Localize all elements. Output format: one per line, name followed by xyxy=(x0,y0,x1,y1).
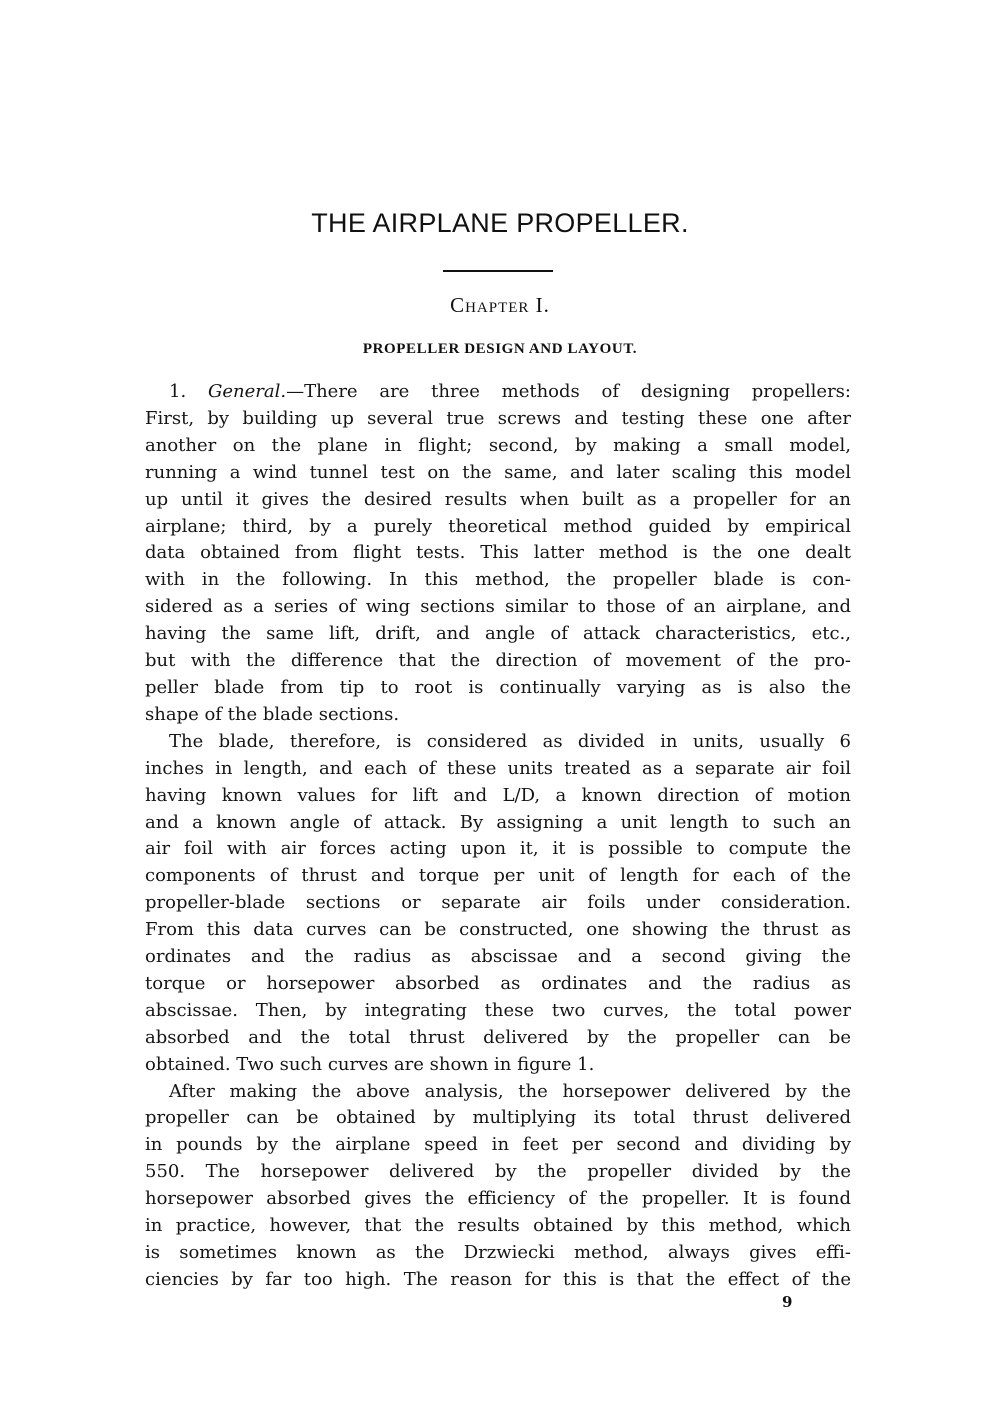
paragraph-1 xyxy=(145,379,851,729)
text-line xyxy=(145,379,851,406)
text-line: in pounds by the airplane speed in feet per second and dividing by xyxy=(145,1134,851,1156)
chapter-heading: Chapter I. xyxy=(450,293,550,317)
section-heading: PROPELLER DESIGN AND LAYOUT. xyxy=(362,341,638,357)
text-line: First, by building up several true screws and testing these one after xyxy=(145,407,851,429)
text-line: inches in length, and each of these units treated as a separate air foil xyxy=(145,757,851,779)
text-line: is sometimes known as the Drzwiecki method, always gives effi- xyxy=(145,1242,851,1263)
paragraph-3 xyxy=(145,1079,851,1294)
section-title: General. xyxy=(207,381,287,402)
text-line: with in the following. In this method, the propeller blade is con- xyxy=(145,569,851,591)
text-line: After making the above analysis, the horsepower delivered by the xyxy=(169,1080,851,1102)
text-line: obtained. Two such curves are shown in figure 1. xyxy=(145,1053,595,1075)
text-line: in practice, however, that the results obtained by this method, which xyxy=(145,1215,851,1237)
text-line: components of thrust and torque per unit of length for each of the xyxy=(145,865,851,887)
text-line: another on the plane in flight; second, by making a small model, xyxy=(145,434,851,456)
text-line: ciencies by far too high. The reason for this is that the effect of the xyxy=(145,1268,851,1290)
section-number: 1. xyxy=(169,381,187,402)
text-line: 550. The horsepower delivered by the propeller divided by the xyxy=(145,1161,851,1183)
page-number: 9 xyxy=(782,1293,793,1311)
title-divider xyxy=(443,270,553,272)
text-line: data obtained from flight tests. This latter method is the one dealt xyxy=(145,542,851,564)
text-line: ordinates and the radius as abscissae and a second giving the xyxy=(145,946,851,968)
text-line: peller blade from tip to root is continually varying as is also the xyxy=(145,676,851,698)
text-line-content: —There are three methods of designing propellers: xyxy=(286,381,851,402)
text-line: propeller-blade sections or separate air foils under consideration. xyxy=(145,892,851,914)
text-line: sidered as a series of wing sections similar to those of an airplane, and xyxy=(145,596,851,618)
text-line: propeller can be obtained by multiplying its total thrust delivered xyxy=(145,1107,851,1129)
text-line: having known values for lift and L/D, a known direction of motion xyxy=(145,784,851,806)
text-line: shape of the blade sections. xyxy=(145,703,400,725)
paragraph-2 xyxy=(145,729,851,1079)
text-line: up until it gives the desired results when built as a propeller for an xyxy=(145,488,851,510)
text-line: and a known angle of attack. By assigning a unit length to such an xyxy=(145,811,851,833)
text-line: air foil with air forces acting upon it, it is possible to compute the xyxy=(145,838,851,860)
text-line: abscissae. Then, by integrating these two curves, the total power xyxy=(145,999,851,1021)
text-line: but with the difference that the direction of movement of the pro- xyxy=(145,650,851,672)
text-line: From this data curves can be constructed, one showing the thrust as xyxy=(145,919,851,941)
text-line: absorbed and the total thrust delivered by the propeller can be xyxy=(145,1026,851,1048)
text-line: horsepower absorbed gives the efficiency of the propeller. It is found xyxy=(145,1188,851,1210)
text-line: airplane; third, by a purely theoretical method guided by empirical xyxy=(145,515,851,537)
body-text xyxy=(145,379,851,1294)
text-line: The blade, therefore, is considered as divided in units, usually 6 xyxy=(169,730,851,752)
text-line: torque or horsepower absorbed as ordinates and the radius as xyxy=(145,972,851,994)
book-title: THE AIRPLANE PROPELLER. xyxy=(311,208,689,238)
text-line: having the same lift, drift, and angle of attack characteristics, etc., xyxy=(145,623,851,645)
text-line: running a wind tunnel test on the same, and later scaling this model xyxy=(145,461,851,483)
